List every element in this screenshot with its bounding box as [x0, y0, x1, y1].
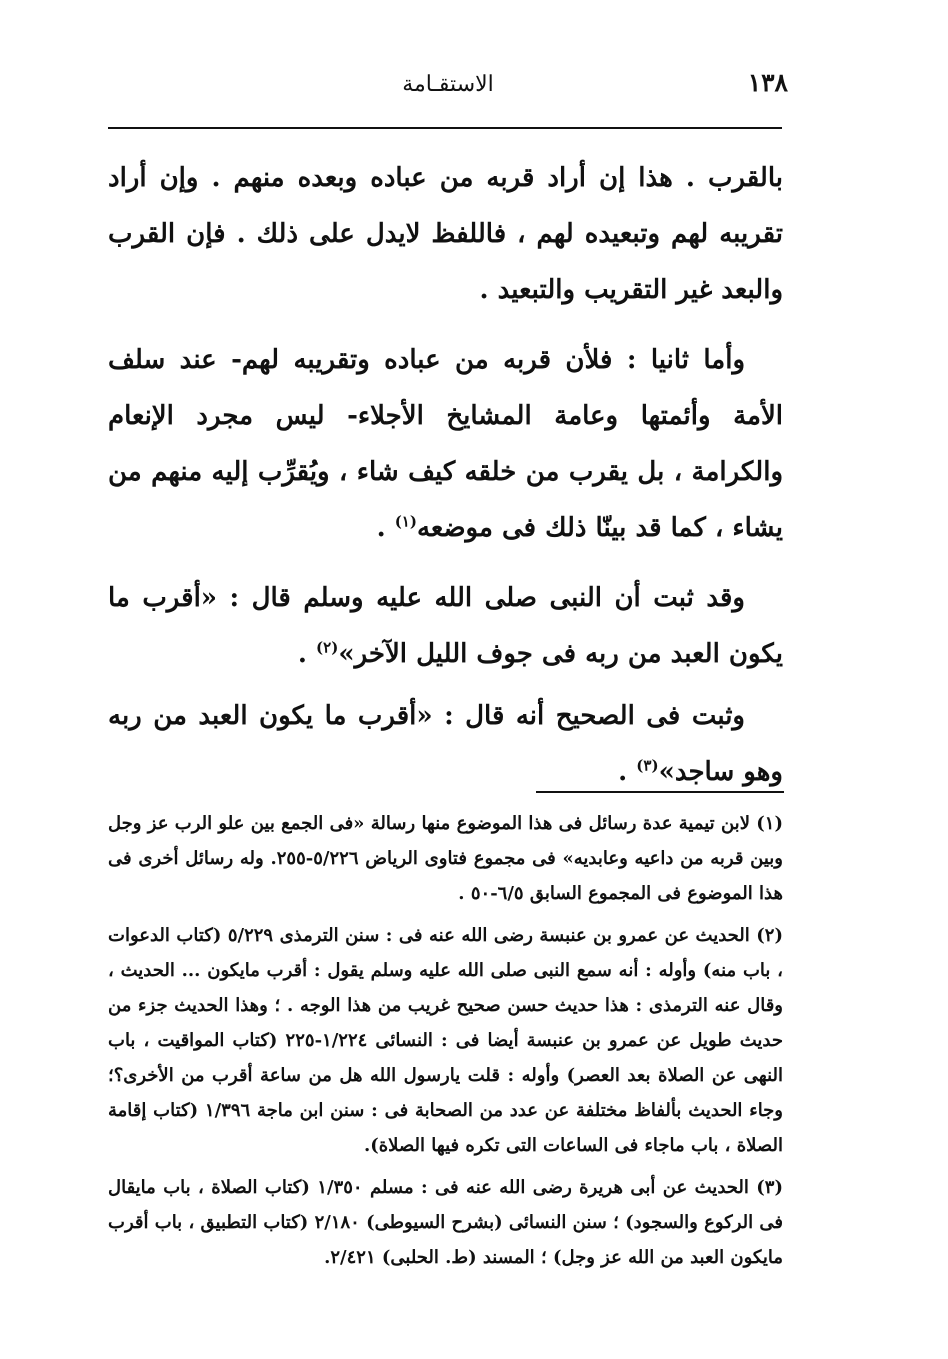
- paragraph-4-end: .: [618, 757, 637, 787]
- footnote-ref-1[interactable]: (١): [394, 512, 417, 531]
- footnote-ref-2[interactable]: (٢): [316, 638, 339, 657]
- paragraph-3-end: .: [297, 639, 317, 669]
- paragraph-4: [108, 688, 783, 800]
- paragraph-4-text: وثبت فى الصحيح أنه قال : «أقرب ما يكون العبد من ربه وهو ساجد»: [108, 701, 783, 787]
- paragraph-3: [108, 570, 783, 682]
- paragraph-1-text: بالقرب . هذا إن أراد قربه من عباده وبعده منهم . وإن أراد تقريبه لهم وتبعيده لهم ، فاللفظ لايدل على ذلك . فإن القرب والبعد غير التقريب والتبعيد .: [108, 163, 783, 305]
- footnote-2: (٢) الحديث عن عمرو بن عنبسة رضى الله عنه فى : سنن الترمذى ٥/٢٢٩ (كتاب الدعوات ، باب منه) وأوله : أنه سمع النبى صلى الله عليه وسلم يقول : أقرب مايكون ... الحديث ، وقال عنه الترمذى : هذا حديث حسن صحيح غريب من هذا الوجه . ؛ وهذا الحديث جزء من حديث طويل عن عمرو بن عنبسة أيضا فى : النسائى ١/٢٢٤-٢٢٥ (كتاب المواقيت ، باب النهى عن الصلاة بعد العصر) وأوله : قلت يارسول الله هل من ساعة أقرب من الأخرى؟؛ وجاء الحديث بألفاظ مختلفة عن عدد من الصحابة فى : سنن ابن ماجة ١/٣٩٦ (كتاب إقامة الصلاة ، باب ماجاء فى الساعات التى تكره فيها الصلاة).: [108, 925, 783, 1156]
- footnote-separator: [536, 791, 784, 793]
- paragraph-3-text: وقد ثبت أن النبى صلى الله عليه وسلم قال : «أقرب ما يكون العبد من ربه فى جوف الليل الآخر»: [108, 583, 783, 669]
- main-text: [108, 150, 783, 800]
- page-number: ١٣٨: [747, 68, 788, 97]
- running-title: الاستقـامة: [402, 72, 494, 97]
- footnote-1: (١) لابن تيمية عدة رسائل فى هذا الموضوع منها رسالة «فى الجمع بين علو الرب عز وجل وبين قربه من داعيه وعابديه» فى مجموع فتاوى الرياض ٥/٢٢٦-٢٥٥. وله رسائل أخرى فى هذا الموضوع فى المجموع السابق ٦/٥-٥٠ .: [108, 813, 784, 904]
- header-rule: [108, 127, 782, 129]
- footnote-3: (٣) الحديث عن أبى هريرة رضى الله عنه فى : مسلم ١/٣٥٠ (كتاب الصلاة ، باب مايقال فى الركوع والسجود) ؛ سنن النسائى (بشرح السيوطى) ٢/١٨٠ (كتاب التطبيق ، باب أقرب مايكون العبد من الله عز وجل) ؛ المسند (ط. الحلبى) ٢/٤٢١.: [108, 1177, 783, 1268]
- paragraph-2-text: وأما ثانيا : فلأن قربه من عباده وتقريبه لهم- عند سلف الأمة وأئمتها وعامة المشايخ الأجلاء- ليس مجرد الإنعام والكرامة ، بل يقرب من خلقه كيف شاء ، ويُقرِّب إليه منهم من يشاء ، كما قد بينّا ذلك فى موضعه: [108, 345, 783, 543]
- footnotes: [108, 806, 783, 1282]
- paragraph-2: [108, 332, 783, 556]
- paragraph-1: [108, 150, 783, 318]
- paragraph-2-end: .: [376, 513, 395, 543]
- page-header: [108, 68, 788, 114]
- footnote-ref-3[interactable]: (٣): [636, 756, 659, 775]
